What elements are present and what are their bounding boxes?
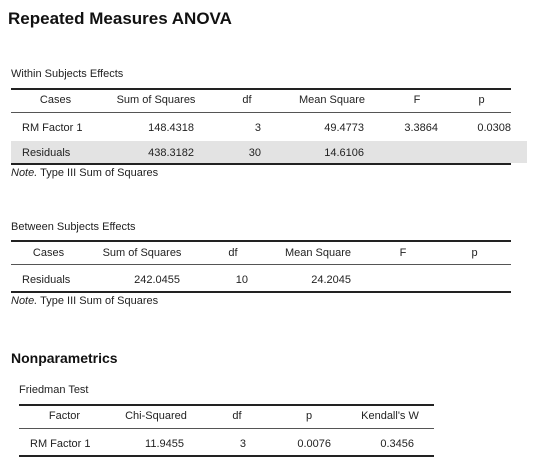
within-row2-sum-of-squares: 438.3182: [148, 147, 194, 159]
within-table-top-rule: [11, 88, 511, 90]
friedman-header-chi-squared: Chi-Squared: [125, 410, 187, 422]
within-header-p: p: [478, 94, 485, 106]
friedman-table-header-rule: [19, 428, 434, 429]
within-header-sum-of-squares: Sum of Squares: [116, 94, 196, 106]
between-header-sum-of-squares: Sum of Squares: [102, 247, 182, 259]
between-header-df: df: [228, 247, 238, 259]
within-table-caption: Within Subjects Effects: [11, 68, 124, 80]
within-row1-sum-of-squares: 148.4318: [148, 122, 194, 134]
within-table-bottom-rule: [11, 163, 511, 165]
within-row2-case: Residuals: [22, 147, 71, 159]
within-row2-shading: [11, 141, 527, 163]
within-header-df: df: [242, 94, 252, 106]
between-table-note: Note. Type III Sum of Squares: [11, 295, 159, 307]
friedman-header-p: p: [305, 410, 313, 422]
friedman-table-bottom-rule: [19, 455, 434, 457]
friedman-header-factor: Factor: [48, 410, 81, 422]
friedman-row1-chi-squared: 11.9455: [145, 438, 184, 450]
nonparametrics-heading: Nonparametrics: [11, 350, 118, 366]
between-header-f: F: [399, 247, 407, 259]
page-title: Repeated Measures ANOVA: [8, 9, 232, 28]
between-header-cases: Cases: [32, 247, 65, 259]
within-row1-mean-square: 49.4773: [324, 122, 364, 134]
between-row1-sum-of-squares: 242.0455: [134, 274, 180, 286]
between-row1-df: 10: [235, 274, 248, 286]
within-row1-p: 0.0308: [477, 122, 511, 134]
within-row1-case: RM Factor 1: [22, 122, 83, 134]
friedman-row1-factor: RM Factor 1: [30, 438, 91, 450]
between-row1-mean-square: 24.2045: [311, 274, 351, 286]
between-row1-case: Residuals: [22, 274, 71, 286]
within-row2-mean-square: 14.6106: [324, 147, 364, 159]
friedman-row1-p: 0.0076: [297, 438, 331, 450]
friedman-header-kendalls-w: Kendall's W: [361, 410, 419, 422]
between-table-top-rule: [11, 240, 511, 242]
friedman-row1-kendalls-w: 0.3456: [380, 438, 414, 450]
between-header-mean-square: Mean Square: [284, 247, 352, 259]
within-row2-df: 30: [248, 147, 261, 159]
between-table-header-rule: [11, 264, 511, 265]
within-header-f: F: [413, 94, 421, 106]
friedman-table-caption: Friedman Test: [19, 384, 89, 396]
within-row1-df: 3: [254, 122, 261, 134]
within-table-note: Note. Type III Sum of Squares: [11, 167, 159, 179]
friedman-header-df: df: [232, 410, 242, 422]
between-table-caption: Between Subjects Effects: [11, 221, 136, 233]
between-table-bottom-rule: [11, 291, 511, 293]
within-row1-f: 3.3864: [404, 122, 438, 134]
between-header-p: p: [471, 247, 478, 259]
within-header-mean-square: Mean Square: [298, 94, 366, 106]
friedman-table-top-rule: [19, 404, 434, 406]
within-table-header-rule: [11, 112, 511, 113]
friedman-row1-df: 3: [239, 438, 246, 450]
within-header-cases: Cases: [39, 94, 72, 106]
